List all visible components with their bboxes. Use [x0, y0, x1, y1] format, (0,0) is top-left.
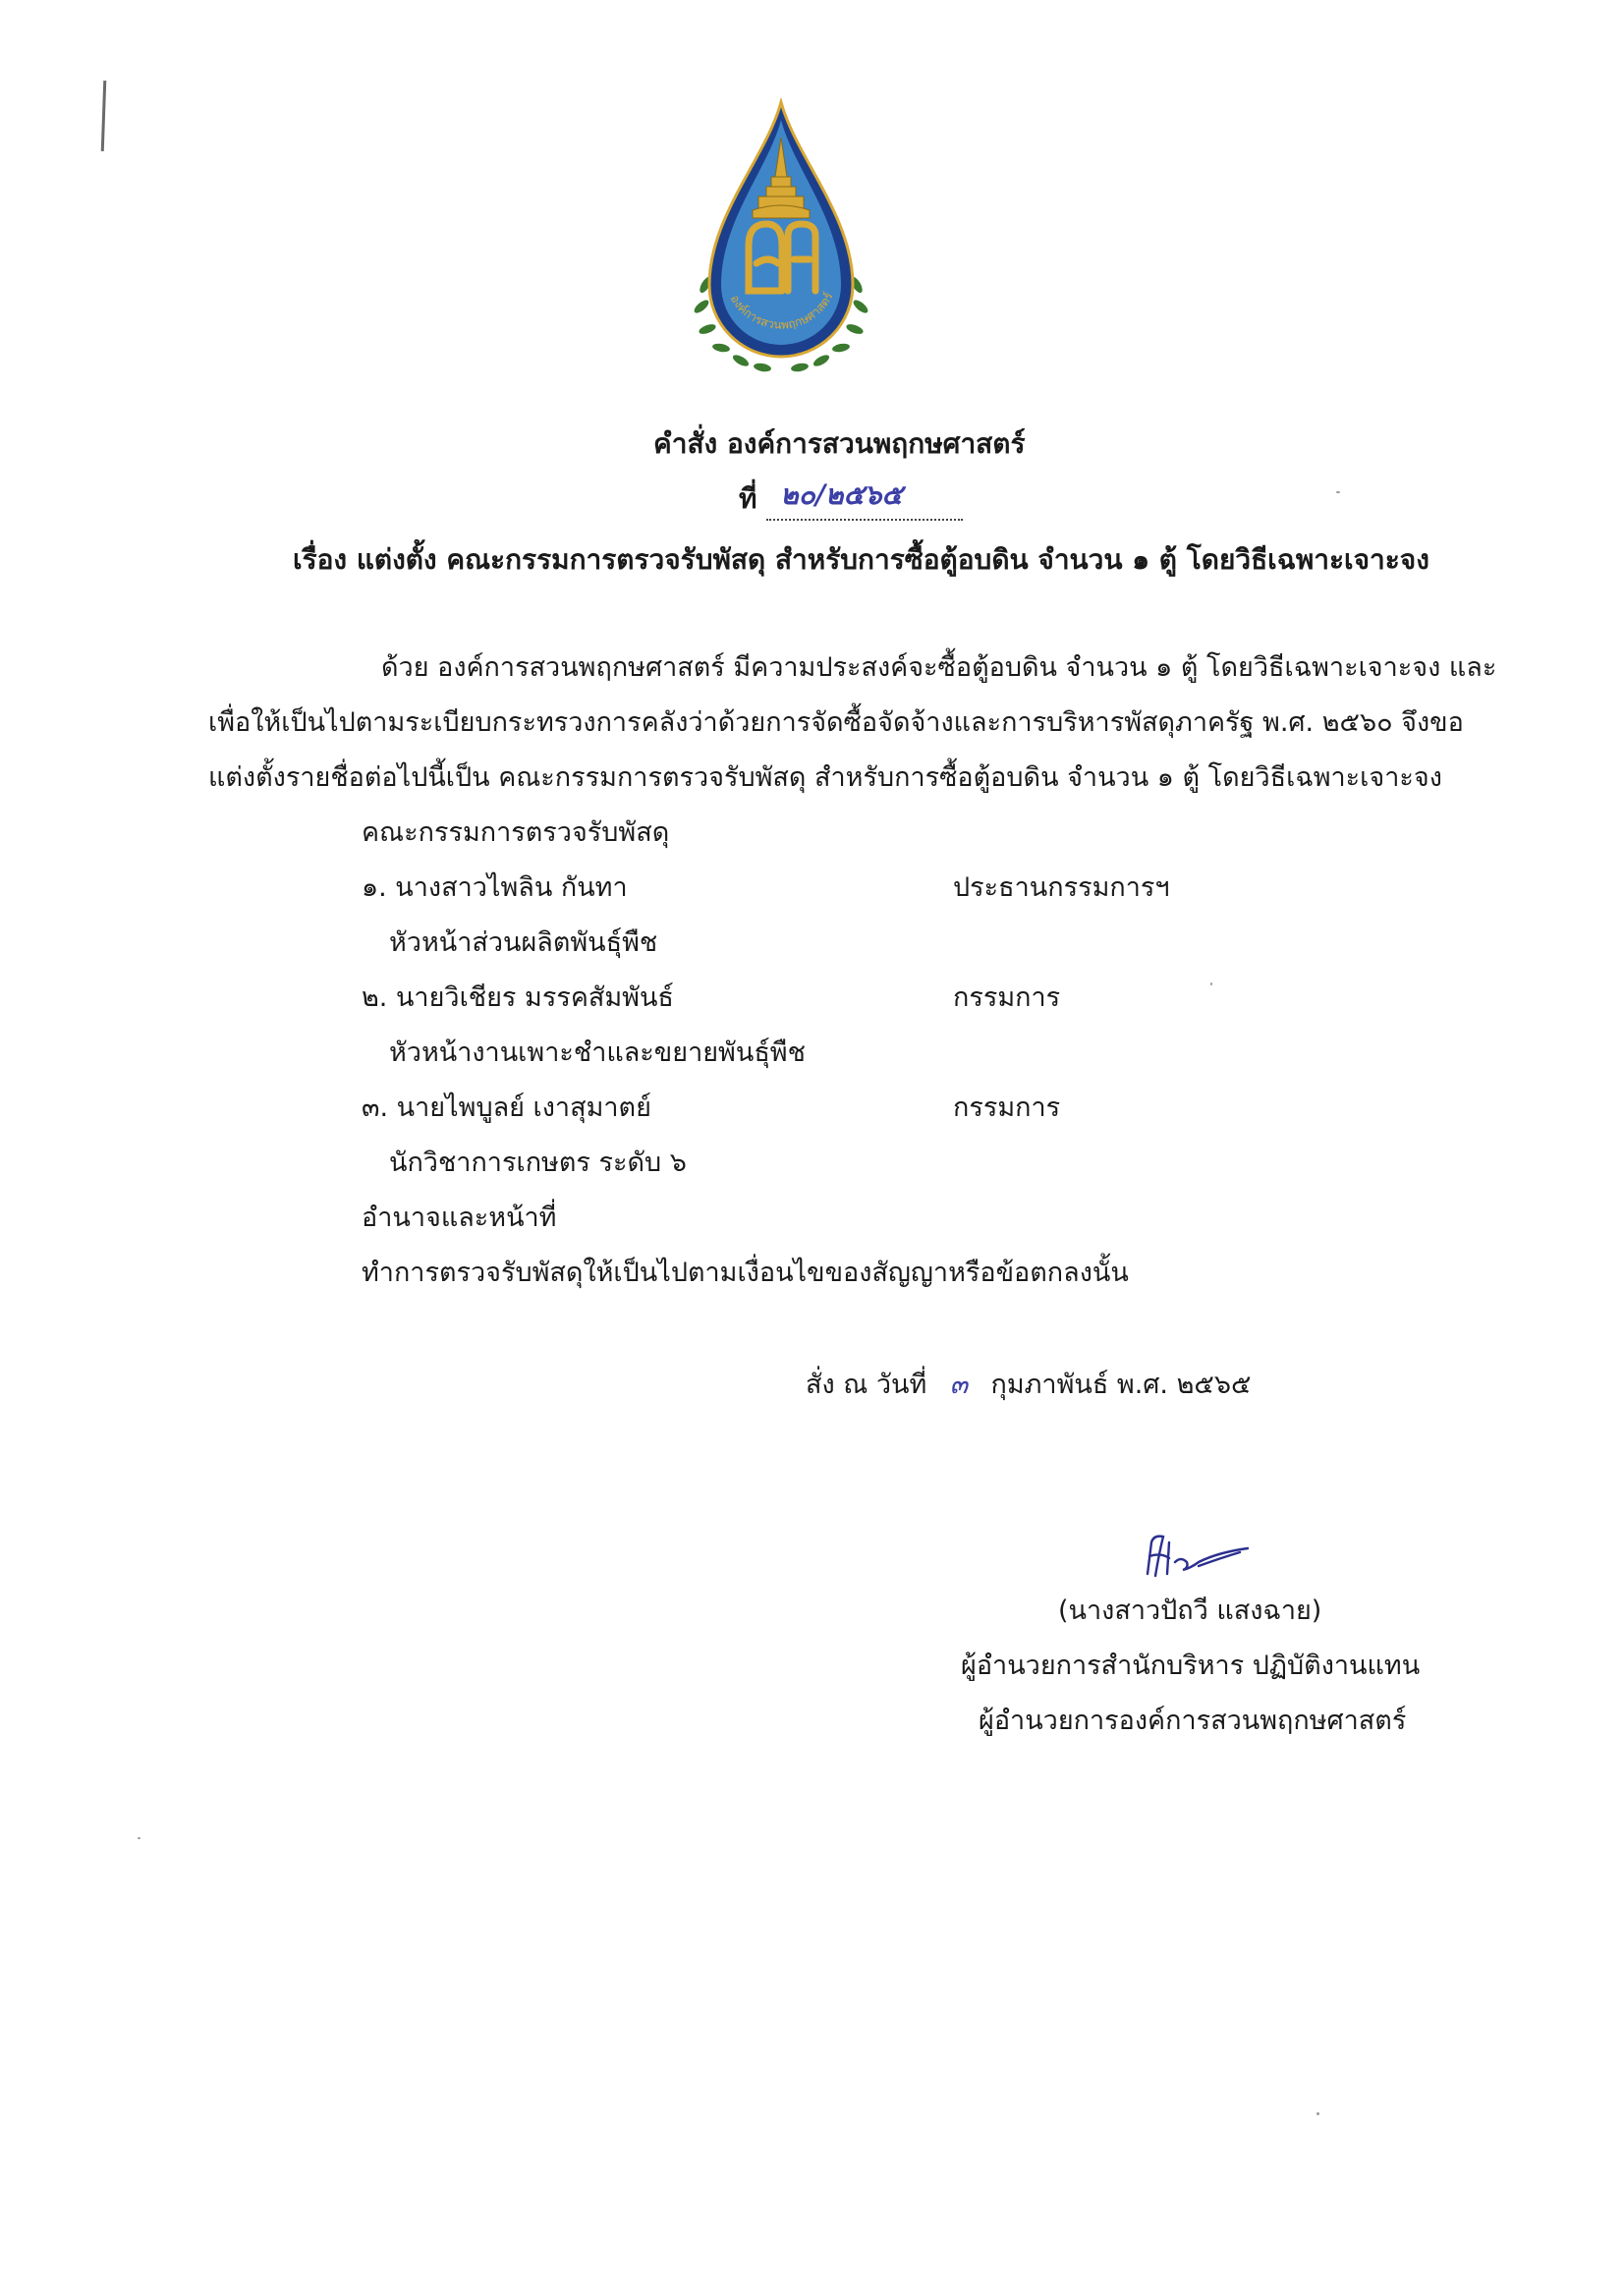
scan-speck [1336, 491, 1340, 493]
scan-speck [1210, 982, 1212, 985]
order-date-suffix: กุมภาพันธ์ พ.ศ. ๒๕๖๕ [990, 1370, 1252, 1400]
handwritten-signature [1130, 1523, 1258, 1592]
member-3-role: กรรมการ [953, 1092, 1061, 1123]
duties-text: ทำการตรวจรับพัสดุให้เป็นไปตามเงื่อนไขของสัญญาหรือข้อตกลงนั้น [362, 1258, 1129, 1288]
organization-logo [688, 98, 874, 383]
order-number-dotted-line [766, 478, 963, 521]
body-paragraph-line-3: แต่งตั้งรายชื่อต่อไปนี้เป็น คณะกรรมการตรวจรับพัสดุ สำหรับการซื้อตู้อบดิน จำนวน ๑ ตู้ โดยวิธีเฉพาะเจาะจง [208, 762, 1442, 793]
member-3-position: นักวิชาการเกษตร ระดับ ๖ [389, 1148, 687, 1178]
member-1-position: หัวหน้าส่วนผลิตพันธุ์พืช [389, 927, 658, 958]
member-3-name: ๓. นายไพบูลย์ เงาสุมาตย์ [362, 1092, 651, 1123]
member-1-role: ประธานกรรมการฯ [953, 872, 1170, 903]
order-number-row [739, 477, 963, 521]
body-paragraph-line-2: เพื่อให้เป็นไปตามระเบียบกระทรวงการคลังว่าด้วยการจัดซื้อจัดจ้างและการบริหารพัสดุภาครัฐ พ.ศ. ๒๕๖๐ จึงขอ [208, 707, 1464, 738]
member-2-role: กรรมการ [953, 982, 1061, 1013]
scan-speck [138, 1837, 140, 1839]
margin-pen-mark [101, 81, 107, 151]
member-2-position: หัวหน้างานเพาะชำและขยายพันธุ์พืช [389, 1037, 806, 1068]
order-date-prefix: สั่ง ณ วันที่ [806, 1370, 927, 1400]
order-subject: เรื่อง แต่งตั้ง คณะกรรมการตรวจรับพัสดุ สำหรับการซื้อตู้อบดิน จำนวน ๑ ตู้ โดยวิธีเฉพาะเจาะจง [293, 543, 1429, 576]
logo-ring-text: องค์การสวนพฤกษศาสตร์ [727, 290, 836, 332]
committee-heading: คณะกรรมการตรวจรับพัสดุ [362, 817, 670, 848]
signer-title-line-2: ผู้อำนวยการองค์การสวนพฤกษศาสตร์ [979, 1706, 1407, 1736]
signer-title-line-1: ผู้อำนวยการสำนักบริหาร ปฏิบัติงานแทน [961, 1651, 1421, 1681]
duties-heading: อำนาจและหน้าที่ [362, 1203, 557, 1233]
member-1-name: ๑. นางสาวไพลิน กันทา [362, 872, 628, 903]
member-2-name: ๒. นายวิเชียร มรรคสัมพันธ์ [362, 982, 674, 1013]
body-paragraph-line-1: ด้วย องค์การสวนพฤกษศาสตร์ มีความประสงค์จะซื้อตู้อบดิน จำนวน ๑ ตู้ โดยวิธีเฉพาะเจาะจง และ [381, 652, 1497, 683]
order-date [806, 1368, 1251, 1403]
order-title: คำสั่ง องค์การสวนพฤกษศาสตร์ [653, 427, 1026, 460]
scan-speck [1316, 2112, 1319, 2115]
signer-name: (นางสาวปัถวี แสงฉาย) [1058, 1596, 1322, 1626]
order-number-label: ที่ [739, 482, 757, 515]
order-number-handwritten: ๒๐/๒๕๖๕ [780, 478, 903, 511]
order-date-day-handwritten: ๓ [949, 1370, 969, 1400]
